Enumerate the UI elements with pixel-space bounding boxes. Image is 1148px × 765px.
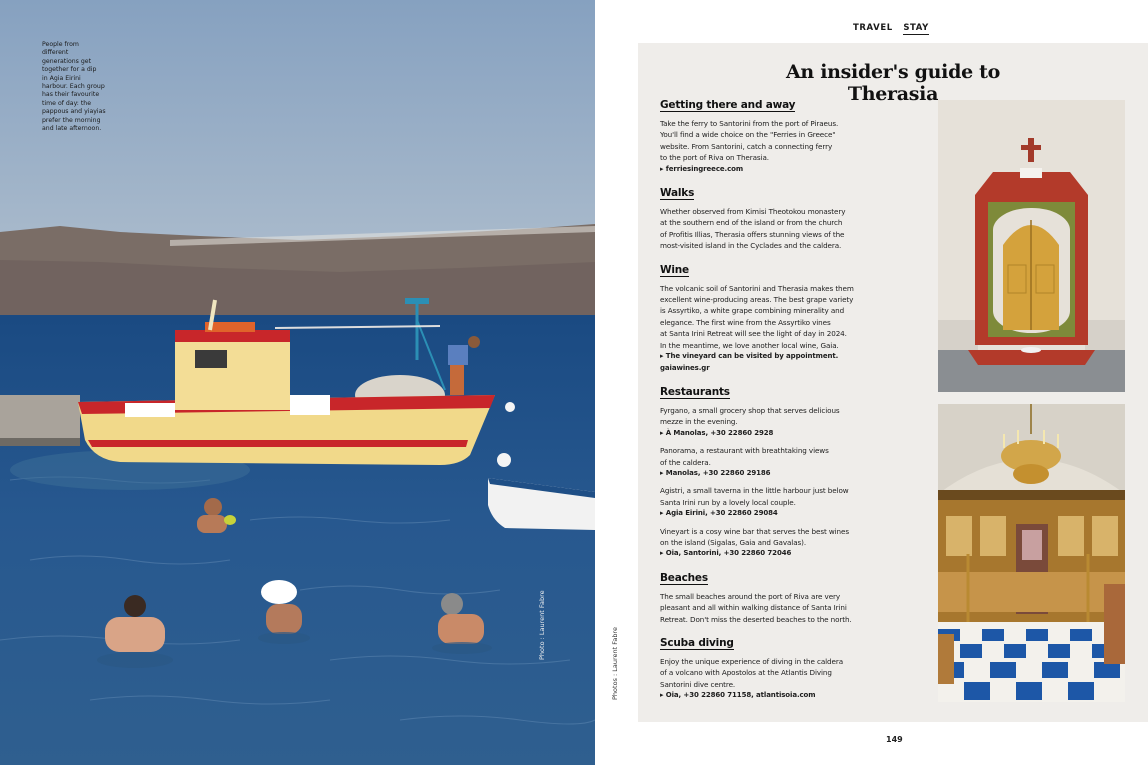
entry-text: The volcanic soil of Santorini and Therasia makes them excellent wine-producing areas. The best grape variety is Assyrtiko, a white grape combining minerality and elegance. The first wine from the Assyrtiko vines at Santa Irini Retreat will see the light of day in 2024. In the meantime, we love another local wine, Gaia.	[660, 283, 854, 350]
entry-text: Fyrgano, a small grocery shop that serves delicious mezze in the evening.	[660, 405, 840, 427]
church-interior-photo	[938, 404, 1125, 702]
photo-credit: Photos : Laurent Fabre	[611, 626, 619, 700]
church-interior-image	[938, 404, 1125, 702]
photo-caption: People from different generations get together for a dip in Agia Eirini harbour. Each group has their favourite time of day: the pappous and yiayias prefer the morning and late afternoon.	[42, 41, 106, 133]
section-heading: Wine	[660, 263, 689, 276]
entry-text: Whether observed from Kimisi Theotokou monastery at the southern end of the island or from the church of Profitis Illias, Therasia offers stunning views of the most-visited island in the Cyclades and the caldera.	[660, 207, 846, 251]
entry-link[interactable]: ▸ The vineyard can be visited by appointment. gaiawines.gr	[660, 351, 890, 374]
section-entry	[660, 283, 890, 374]
section-entry	[660, 206, 890, 252]
section-entry	[660, 118, 890, 175]
section-heading: Beaches	[660, 571, 708, 584]
section-entry	[660, 405, 890, 439]
entry-link[interactable]: ▸ ferriesingreece.com	[660, 164, 890, 175]
entry-link[interactable]: ▸ Oia, +30 22860 71158, atlantisoia.com	[660, 690, 890, 701]
section-heading: Restaurants	[660, 385, 730, 398]
guide-panel	[638, 43, 1148, 722]
section-scuba-diving	[660, 631, 890, 702]
page-number: 149	[886, 735, 903, 744]
photo-credit: Photo : Laurent Fabre	[538, 590, 546, 660]
section-heading: Scuba diving	[660, 637, 734, 649]
entry-text: Agistri, a small taverna in the little harbour just below Santa Irini run by a lovely local couple.	[660, 486, 849, 507]
entry-text: The small beaches around the port of Riva are very pleasant and all within walking distance of Santa Irini Retreat. Don't miss the deserted beaches to the north.	[660, 591, 852, 624]
church-door-photo	[938, 100, 1125, 392]
section-entry	[660, 485, 890, 519]
entry-contact: ▸ À Manolas, +30 22860 2928	[660, 428, 890, 439]
section-entry	[660, 591, 890, 625]
section-heading: Getting there and away	[660, 99, 796, 111]
entry-contact: ▸ Manolas, +30 22860 29186	[660, 468, 890, 479]
section-beaches	[660, 566, 890, 625]
section-restaurants	[660, 380, 890, 560]
entry-contact: ▸ Agia Eirini, +30 22860 29084	[660, 508, 890, 519]
nav-section: TRAVEL	[853, 23, 893, 33]
section-wine	[660, 258, 890, 374]
section-heading: Walks	[660, 187, 695, 200]
page-title: An insider's guide to Therasia	[785, 61, 1001, 105]
entry-text: Panorama, a restaurant with breathtaking views of the caldera.	[660, 446, 829, 467]
section-walks	[660, 181, 890, 252]
nav-subsection: STAY	[903, 23, 929, 33]
section-entry	[660, 526, 890, 560]
entry-contact: ▸ Oia, Santorini, +30 22860 72046	[660, 548, 890, 559]
section-entry	[660, 445, 890, 479]
church-door-image	[938, 100, 1125, 392]
entry-text: Vineyart is a cosy wine bar that serves the best wines on the island (Sigalas, Gaia and Gavalas).	[660, 526, 849, 547]
right-page	[595, 0, 1148, 765]
section-entry	[660, 656, 890, 702]
entry-text: Take the ferry to Santorini from the port of Piraeus. You'll find a wide choice on the "Ferries in Greece" website. From Santorini, catch a connecting ferry to the port of Riva on Therasia.	[660, 119, 839, 163]
section-getting-there	[660, 93, 890, 175]
section-nav	[853, 23, 936, 33]
entry-text: Enjoy the unique experience of diving in the caldera of a volcano with Apostolos at the Atlantis Diving Santorini dive centre.	[660, 657, 844, 689]
guide-content	[660, 93, 890, 708]
